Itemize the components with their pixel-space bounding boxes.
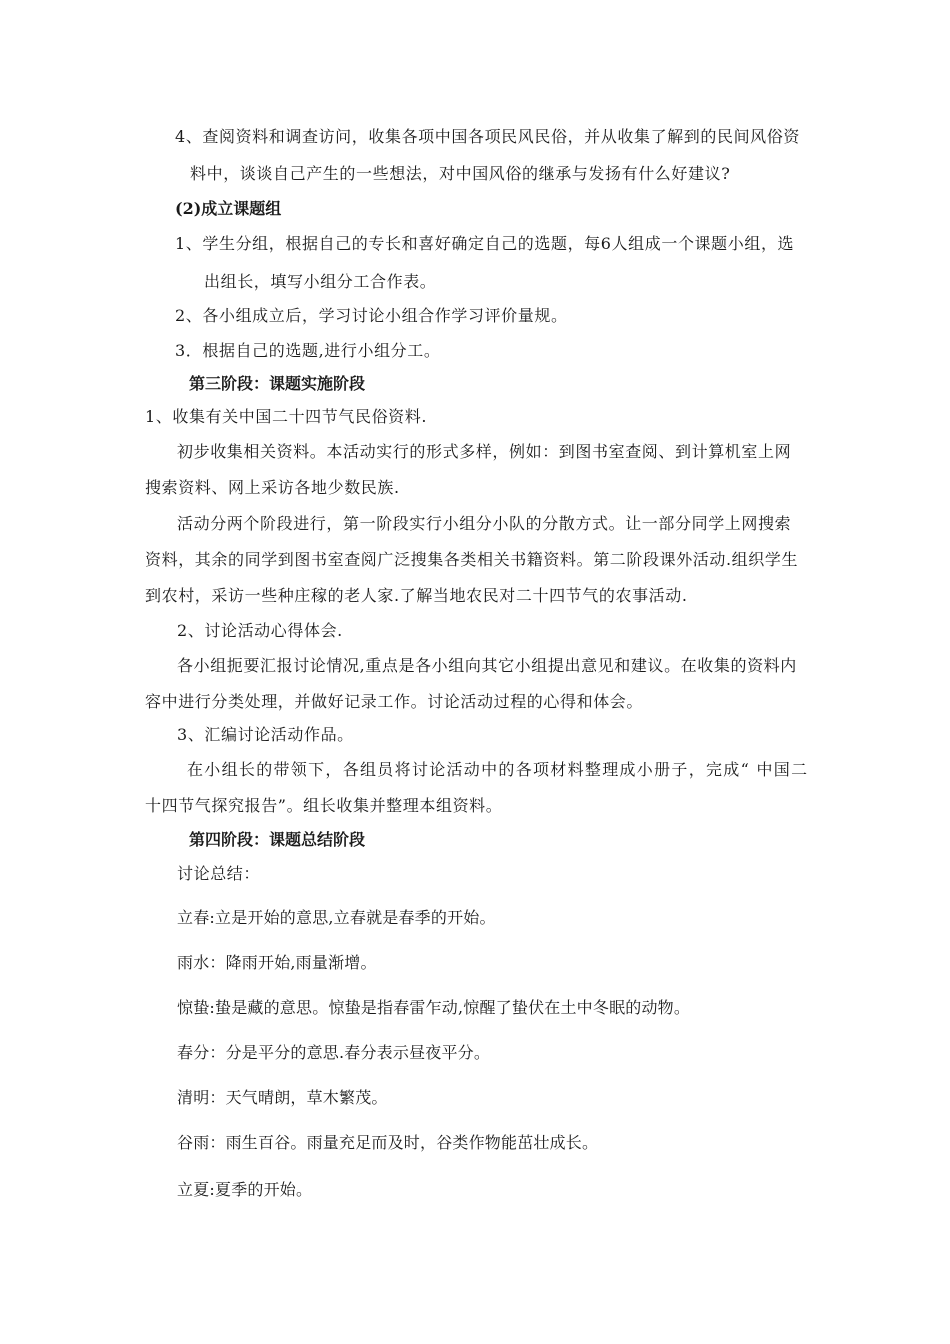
paragraph-line: 容中进行分类处理，并做好记录工作。讨论活动过程的心得和体会。	[145, 692, 644, 711]
solar-term-line: 立春:立是开始的意思,立春就是春季的开始。	[177, 908, 496, 927]
paragraph-line: 讨论总结：	[177, 864, 261, 883]
paragraph-line: 各小组扼要汇报讨论情况,重点是各小组向其它小组提出意见和建议。在收集的资料内	[177, 656, 797, 675]
paragraph-line: 初步收集相关资料。本活动实行的形式多样，例如：到图书室查阅、到计算机室上网	[177, 442, 792, 461]
stage-heading: 第三阶段：课题实施阶段	[189, 374, 366, 393]
solar-term-line: 谷雨：雨生百谷。雨量充足而及时，谷类作物能茁壮成长。	[177, 1133, 599, 1152]
solar-term-line: 春分：分是平分的意思.春分表示昼夜平分。	[177, 1043, 491, 1062]
paragraph-line: 4、查阅资料和调查访问，收集各项中国各项民风民俗，并从收集了解到的民间风俗资	[175, 127, 800, 146]
paragraph-line: 资料，其余的同学到图书室查阅广泛搜集各类相关书籍资料。第二阶段课外活动.组织学生	[145, 550, 799, 569]
paragraph-line: 出组长，填写小组分工合作表。	[204, 272, 437, 291]
section-heading: (2)成立课题组	[175, 199, 282, 218]
paragraph-line: 活动分两个阶段进行，第一阶段实行小组分小队的分散方式。让一部分同学上网搜索	[177, 514, 792, 533]
paragraph-line: 料中，谈谈自己产生的一些想法，对中国风俗的继承与发扬有什么好建议?	[190, 164, 731, 183]
paragraph-line: 到农村，采访一些种庄稼的老人家.了解当地农民对二十四节气的农事活动.	[145, 586, 688, 605]
paragraph-line: 1、学生分组，根据自己的专长和喜好确定自己的选题，每6人组成一个课题小组，选	[175, 234, 795, 253]
paragraph-line: 2、各小组成立后，学习讨论小组合作学习评价量规。	[175, 306, 568, 325]
solar-term-line: 立夏:夏季的开始。	[177, 1180, 313, 1199]
paragraph-line: 3、汇编讨论活动作品。	[177, 725, 354, 744]
solar-term-line: 雨水：降雨开始,雨量渐增。	[177, 953, 377, 972]
paragraph-line: 在小组长的带领下，各组员将讨论活动中的各项材料整理成小册子，完成“ 中国二	[187, 760, 809, 779]
paragraph-line: 2、讨论活动心得体会.	[177, 621, 343, 640]
paragraph-line: 十四节气探究报告”。组长收集并整理本组资料。	[145, 796, 503, 815]
paragraph-line: 搜索资料、网上采访各地少数民族.	[145, 478, 400, 497]
solar-term-line: 惊蛰:蛰是藏的意思。惊蛰是指春雷乍动,惊醒了蛰伏在土中冬眠的动物。	[177, 998, 691, 1017]
stage-heading: 第四阶段：课题总结阶段	[189, 830, 366, 849]
paragraph-line: 3．根据自己的选题,进行小组分工。	[175, 341, 441, 360]
solar-term-line: 清明：天气晴朗，草木繁茂。	[177, 1088, 388, 1107]
paragraph-line: 1、收集有关中国二十四节气民俗资料.	[145, 407, 428, 426]
